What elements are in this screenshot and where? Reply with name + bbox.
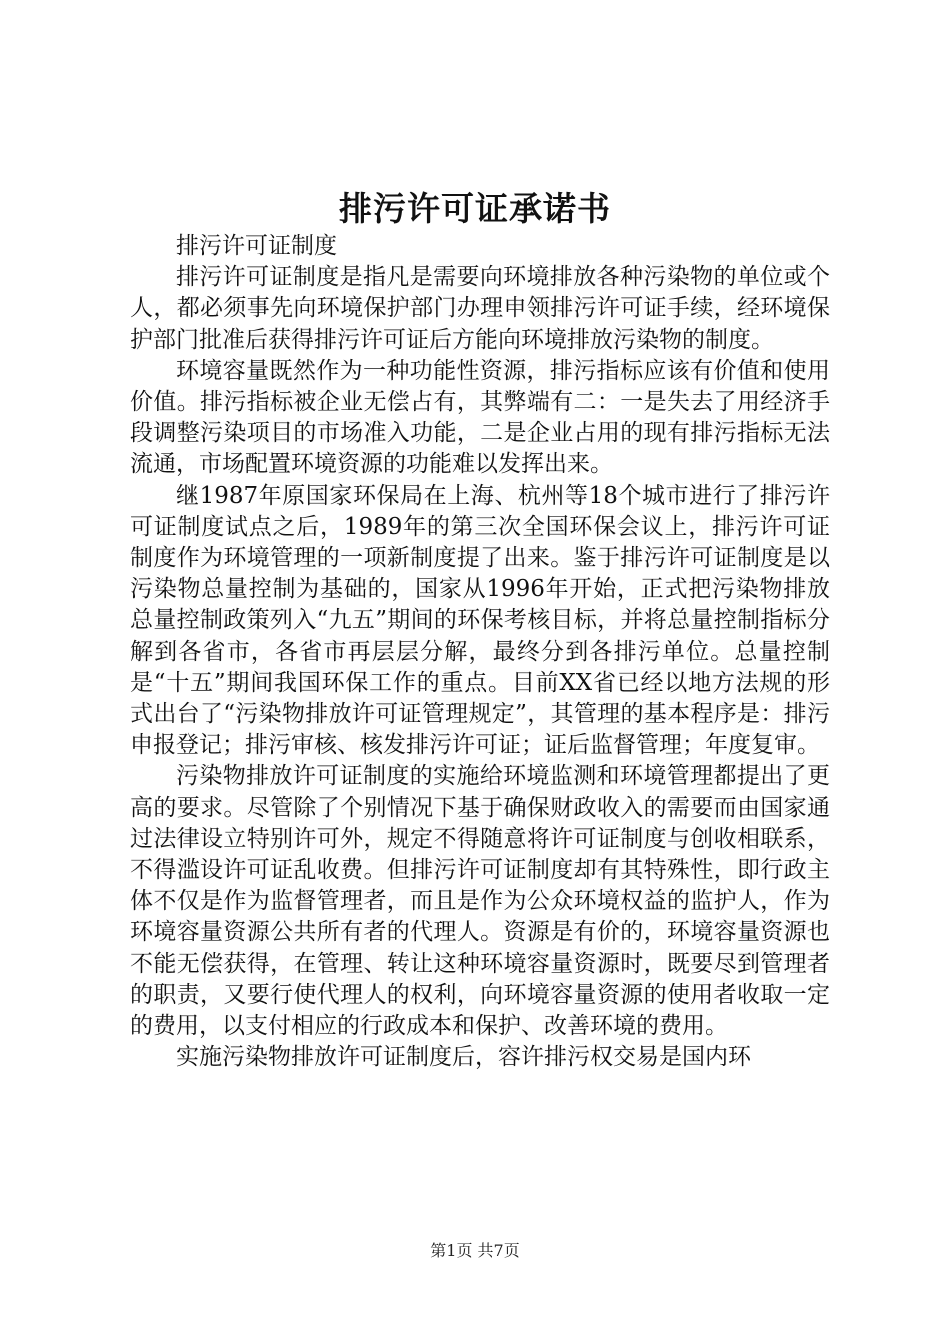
document-title: 排污许可证承诺书 bbox=[339, 189, 611, 228]
paragraph: 污染物排放许可证制度的实施给环境监测和环境管理都提出了更高的要求。尽管除了个别情况下基于确保财政收入的需要而由国家通过法律设立特别许可外，规定不得随意将许可证制度与创收相联系，不得滥设许可证乱收费。但排污许可证制度却有其特殊性，即行政主体不仅是作为监督管理者，而且是作为公众环境权益的监护人，作为环境容量资源公共所有者的代理人。资源是有价的，环境容量资源也不能无偿获得，在管理、转让这种环境容量资源时，既要尽到管理者的职责，又要行使代理人的权利，向环境容量资源的使用者收取一定的费用，以支付相应的行政成本和保护、改善环境的费用。 bbox=[130, 763, 830, 1040]
paragraph: 环境容量既然作为一种功能性资源，排污指标应该有价值和使用价值。排污指标被企业无偿占有，其弊端有二：一是失去了用经济手段调整污染项目的市场准入功能，二是企业占用的现有排污指标无法流通，市场配置环境资源的功能难以发挥出来。 bbox=[130, 357, 830, 478]
page-number-footer: 第1页 共7页 bbox=[430, 1241, 520, 1260]
section-heading: 排污许可证制度 bbox=[176, 233, 337, 259]
paragraph: 实施污染物排放许可证制度后，容许排污权交易是国内环 bbox=[176, 1044, 751, 1071]
paragraph: 继1987年原国家环保局在上海、杭州等18个城市进行了排污许可证制度试点之后，1989年的第三次全国环保会议上，排污许可证制度作为环境管理的一项新制度提了出来。鉴于排污许可证制度是以污染物总量控制为基础的，国家从1996年开始，正式把污染物排放总量控制政策列入“九五”期间的环保考核目标，并将总量控制指标分解到各省市，各省市再层层分解，最终分到各排污单位。总量控制是“十五”期间我国环保工作的重点。目前XX省已经以地方法规的形式出台了“污染物排放许可证管理规定”，其管理的基本程序是：排污申报登记；排污审核、核发排污许可证；证后监督管理；年度复审。 bbox=[130, 482, 830, 759]
paragraph: 排污许可证制度是指凡是需要向环境排放各种污染物的单位或个人，都必须事先向环境保护部门办理申领排污许可证手续，经环境保护部门批准后获得排污许可证后方能向环境排放污染物的制度。 bbox=[130, 264, 830, 353]
document-body bbox=[130, 231, 830, 1073]
